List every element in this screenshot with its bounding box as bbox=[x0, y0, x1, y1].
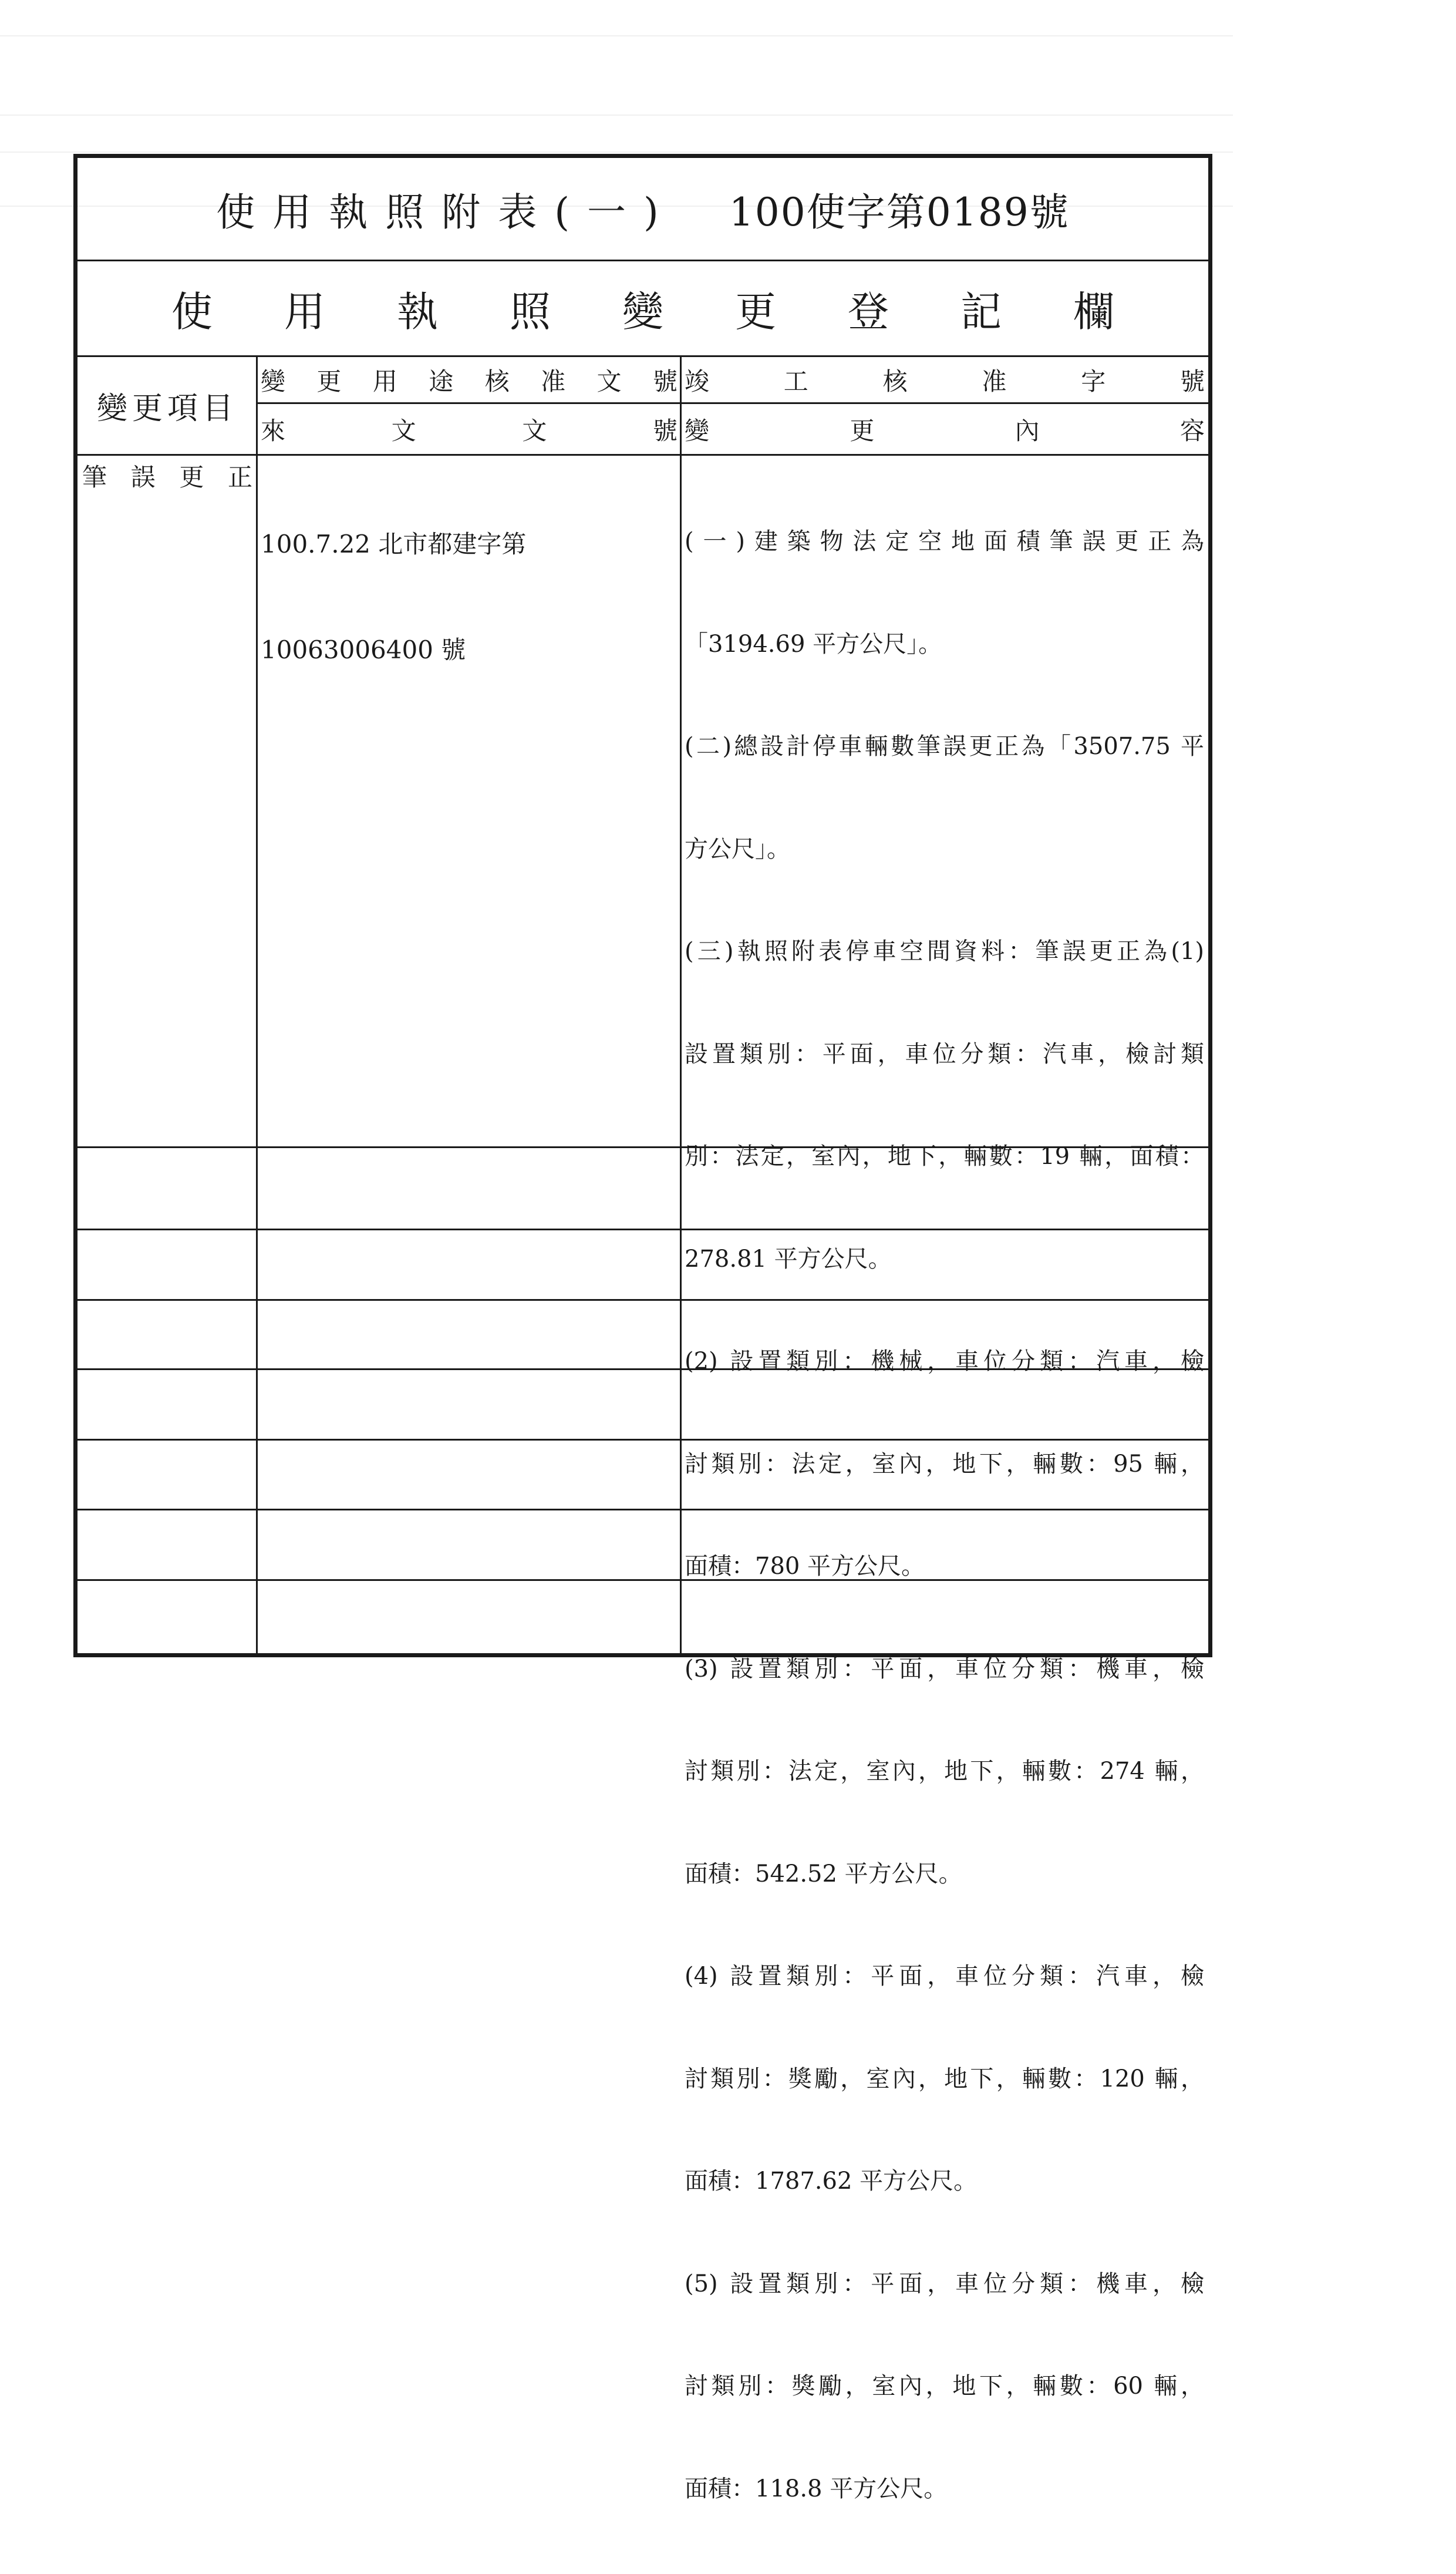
column-header-change-content bbox=[681, 404, 1208, 456]
scan-artifact bbox=[0, 115, 1233, 116]
form-title-right: 100使字第0189號 bbox=[729, 190, 1070, 235]
doc-number-cell bbox=[261, 456, 672, 738]
table-row-empty bbox=[77, 1370, 1208, 1439]
content-line: 面積：118.8 平方公尺。 bbox=[685, 2475, 948, 2502]
header-char: 工 bbox=[783, 366, 808, 396]
content-line: 別：法定，室內，地下，輛數：19 輛，面積： bbox=[685, 1143, 1204, 1170]
header-char: 更 bbox=[316, 366, 342, 396]
table-row-empty bbox=[77, 1230, 1208, 1299]
header-char: 准 bbox=[982, 366, 1007, 396]
doc-number-line: 10063006400 號 bbox=[261, 635, 466, 664]
content-line: 「3194.69 平方公尺」。 bbox=[685, 630, 942, 658]
content-line: 方公尺」。 bbox=[685, 835, 790, 863]
heading-char: 更 bbox=[735, 287, 776, 336]
header-char: 號 bbox=[1179, 366, 1205, 396]
header-char: 內 bbox=[1015, 416, 1040, 445]
form-heading bbox=[77, 261, 1208, 357]
content-line: (二)總設計停車輛數筆誤更正為「3507.75 平 bbox=[685, 733, 1204, 760]
content-line: 討類別：法定，室內，地下，輛數：274 輛， bbox=[685, 1758, 1204, 1785]
heading-char: 照 bbox=[510, 287, 551, 336]
table-row-empty bbox=[77, 1148, 1208, 1229]
usage-license-change-form bbox=[73, 154, 1212, 2502]
header-char: 竣 bbox=[685, 366, 710, 396]
table-row-empty bbox=[77, 1581, 1208, 1653]
header-char: 核 bbox=[484, 366, 510, 396]
content-line: 278.81 平方公尺。 bbox=[685, 1245, 892, 1273]
content-line: (三)執照附表停車空間資料：筆誤更正為(1) bbox=[685, 938, 1204, 965]
table-row-empty bbox=[77, 1441, 1208, 1509]
scan-artifact bbox=[0, 152, 1233, 153]
header-char: 容 bbox=[1179, 416, 1205, 445]
scan-artifact bbox=[0, 35, 1233, 36]
column-header-item: 變更項目 bbox=[77, 357, 257, 456]
header-char: 核 bbox=[882, 366, 908, 396]
content-line: (3) 設置類別：平面，車位分類：機車，檢 bbox=[685, 1655, 1204, 1683]
header-char: 文 bbox=[391, 416, 416, 445]
item-char: 筆 bbox=[82, 463, 107, 492]
heading-char: 使 bbox=[171, 287, 213, 336]
item-char: 更 bbox=[179, 463, 204, 492]
content-line: 討類別：獎勵，室內，地下，輛數：60 輛， bbox=[685, 2373, 1204, 2400]
header-char: 號 bbox=[652, 416, 678, 445]
form-title-left: 使用執照附表(一) bbox=[216, 190, 676, 235]
header-char: 途 bbox=[429, 366, 454, 396]
heading-char: 記 bbox=[960, 287, 1002, 336]
change-item-cell bbox=[82, 460, 252, 494]
content-line: (5) 設置類別：平面，車位分類：機車，檢 bbox=[685, 2270, 1204, 2297]
header-char: 來 bbox=[261, 416, 286, 445]
item-char: 正 bbox=[227, 463, 252, 492]
content-line: 討類別：獎勵，室內，地下，輛數：120 輛， bbox=[685, 2065, 1204, 2092]
content-line: 面積：542.52 平方公尺。 bbox=[685, 1860, 962, 1887]
column-header-doc-no-bottom bbox=[257, 404, 681, 456]
column-header-doc-no-top bbox=[257, 357, 681, 404]
header-char: 用 bbox=[372, 366, 397, 396]
content-line: 面積：780 平方公尺。 bbox=[685, 1553, 925, 1580]
table-row-empty bbox=[77, 1301, 1208, 1368]
item-char: 誤 bbox=[130, 463, 156, 492]
form-title bbox=[77, 158, 1208, 261]
header-char: 更 bbox=[850, 416, 875, 445]
heading-char: 欄 bbox=[1073, 287, 1114, 336]
header-char: 字 bbox=[1081, 366, 1106, 396]
content-line: (一)建築物法定空地面積筆誤更正為 bbox=[685, 528, 1204, 555]
header-char: 變 bbox=[685, 416, 710, 445]
header-char: 准 bbox=[541, 366, 566, 396]
header-char: 變 bbox=[261, 366, 286, 396]
header-char: 文 bbox=[596, 366, 622, 396]
table-row-empty bbox=[77, 1510, 1208, 1579]
heading-char: 登 bbox=[848, 287, 889, 336]
heading-char: 用 bbox=[284, 287, 325, 336]
content-line: 討類別：法定，室內，地下，輛數：95 輛， bbox=[685, 1450, 1204, 1478]
column-header-approval-top bbox=[681, 357, 1208, 404]
header-char: 文 bbox=[522, 416, 547, 445]
doc-number-line: 100.7.22 北市都建字第 bbox=[261, 530, 527, 558]
heading-char: 變 bbox=[622, 287, 663, 336]
header-char: 號 bbox=[652, 366, 678, 396]
content-line: (4) 設置類別：平面，車位分類：汽車，檢 bbox=[685, 1963, 1204, 1990]
content-line: 面積：1787.62 平方公尺。 bbox=[685, 2168, 978, 2195]
content-line: (2) 設置類別：機械，車位分類：汽車，檢 bbox=[685, 1348, 1204, 1375]
content-line: 設置類別：平面，車位分類：汽車，檢討類 bbox=[685, 1040, 1204, 1068]
heading-char: 執 bbox=[397, 287, 438, 336]
